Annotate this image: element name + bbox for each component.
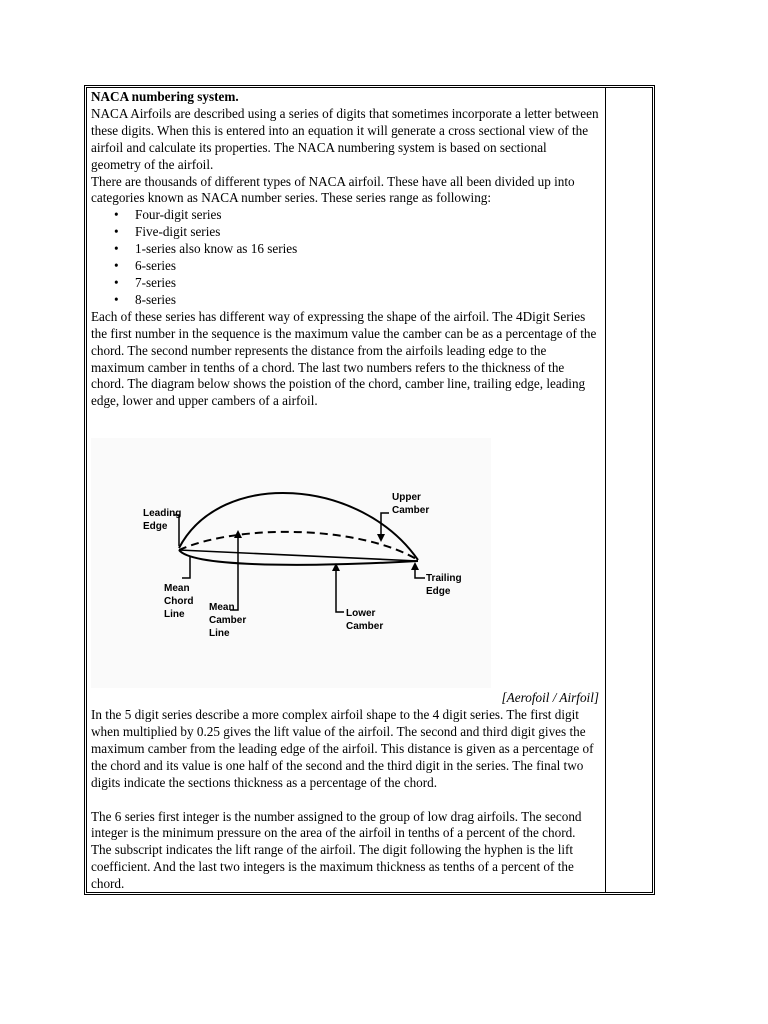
list-item: • 7-series <box>135 275 599 292</box>
series-list <box>91 207 599 308</box>
list-item: • 8-series <box>135 292 599 309</box>
document-content <box>91 89 599 893</box>
lower-camber-label: Lower Camber <box>346 608 384 633</box>
mean-chord-line-label: Mean Chord Line <box>164 583 194 621</box>
diagram-background <box>91 438 491 688</box>
airfoil-diagram <box>91 438 599 690</box>
table-column-divider <box>605 88 606 892</box>
intro-paragraph: NACA Airfoils are described using a series of digits that sometimes incorporate a letter between these digits. When this is entered into an equation it will generate a cross sectional view of the airfoil and calculate its properties. The NACA numbering system is based on sectional geometry of the airfoil. <box>91 105 599 172</box>
upper-camber-label: Upper Camber <box>392 492 430 517</box>
leading-edge-label: Leading Edge <box>143 508 182 533</box>
airfoil-diagram-svg <box>91 438 599 690</box>
list-item: • Five-digit series <box>135 224 599 241</box>
document-table <box>84 85 655 895</box>
list-item: • 1-series also know as 16 series <box>135 241 599 258</box>
five-digit-paragraph: In the 5 digit series describe a more complex airfoil shape to the 4 digit series. The first digit when multiplied by 0.25 gives the lift value of the airfoil. The second and third digit gives the maximum camber from the leading edge of the airfoil. This distance is given as a percentage of the chord and its value is one half of the second and the third digit in the series. The final two digits indicate the sections thickness as a percentage of the chord. <box>91 707 594 790</box>
trailing-edge-label: Trailing Edge <box>426 573 462 598</box>
section-heading: NACA numbering system. <box>91 89 239 104</box>
four-digit-paragraph: Each of these series has different way of expressing the shape of the airfoil. The 4Digit Series the first number in the sequence is the maximum value the camber can be as a percentage of the chord. The second number represents the distance from the airfoils leading edge to the maximum camber in tenths of a chord. The last two numbers refers to the thickness of the chord. The diagram below shows the poistion of the chord, camber line, trailing edge, leading edge, lower and upper cambers of a airfoil. <box>91 308 597 409</box>
list-item: • 6-series <box>135 258 599 275</box>
six-series-paragraph: The 6 series first integer is the number assigned to the group of low drag airfoils. The second integer is the minimum pressure on the area of the airfoil in tenths of a percent of the chord. The subscript indicates the lift range of the airfoil. The digit following the hyphen is the lift coefficient. And the last two integers is the maximum thickness as tenths of a percent of the chord. <box>91 808 582 892</box>
paragraph-spacer <box>91 792 599 809</box>
mean-camber-line-label: Mean Camber Line <box>209 602 247 640</box>
figure-caption: [Aerofoil / Airfoil] <box>501 690 599 706</box>
types-paragraph: There are thousands of different types of NACA airfoil. These have all been divided up into categories known as NACA number series. These series range as following: <box>91 173 575 206</box>
list-item: • Four-digit series <box>135 207 599 224</box>
